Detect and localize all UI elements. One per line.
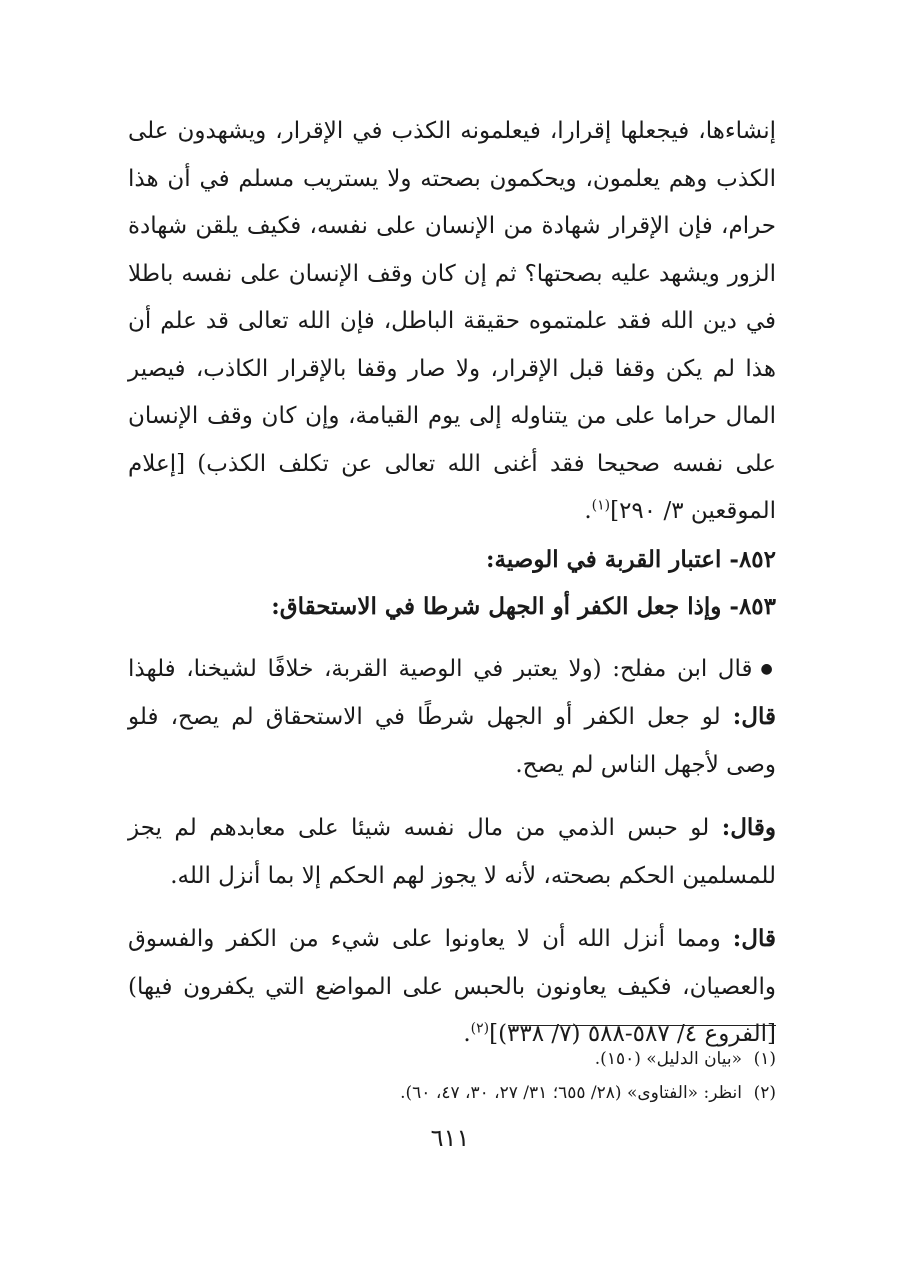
qal-label: قال:	[732, 925, 777, 953]
main-text	[128, 108, 776, 1059]
paragraph-dhimmi: وقال: لو حبس الذمي من مال نفسه شيئا على معابدهم لم يجز للمسلمين الحكم بصحته، لأنه لا يجوز لهم الحكم إلا بما أنزل الله.	[128, 814, 777, 889]
heading-853: ٨٥٣- وإذا جعل الكفر أو الجهل شرطا في الاستحقاق:	[271, 593, 776, 620]
heading-852: ٨٥٢- اعتبار القربة في الوصية:	[486, 545, 776, 573]
paragraph-ilam: إنشاءها، فيجعلها إقرارا، فيعلمونه الكذب في الإقرار، ويشهدون على الكذب وهم يعلمون، ويحكمون بصحته ولا يستريب مسلم في أن هذا حرام، فإن الإقرار شهادة من الإنسان على نفسه، فكيف يلقن شهادة الزور ويشهد عليه بصحتها؟ ثم إن كان وقف الإنسان على نفسه باطلا في دين الله فقد علمتموه حقيقة الباطل، فإن الله تعالى قد علم أن هذا لم يكن وقفا قبل الإقرار، ولا صار وقفا بالإقرار الكاذب، فيصير المال حراما على من يتناوله إلى يوم القيامة، وإن كان وقف الإنسان على نفسه صحيحا فقد أغنى الله تعالى عن تكلف الكذب) [إعلام الموقعين ٣/ ٢٩٠]$^{(١)}$.	[128, 118, 776, 524]
footnote-ref-2[interactable]: (٢)	[470, 1020, 490, 1037]
footnote-number: (١)	[753, 1049, 776, 1069]
paragraph-ilam-text: إنشاءها، فيجعلها إقرارا، فيعلمونه الكذب في الإقرار، ويشهدون على الكذب وهم يعلمون، ويحكمون بصحته ولا يستريب مسلم في أن هذا حرام، فإن الإقرار شهادة من الإنسان على نفسه، فكيف يلقن شهادة الزور ويشهد عليه بصحتها؟ ثم إن كان وقف الإنسان على نفسه باطلا في دين الله فقد علمتموه حقيقة الباطل، فإن الله تعالى قد علم أن هذا لم يكن وقفا قبل الإقرار، ولا صار وقفا بالإقرار الكاذب، فيصير المال حراما على من يتناوله إلى يوم القيامة، وإن كان وقف الإنسان على نفسه صحيحا فقد أغنى الله تعالى عن تكلف الكذب) [إعلام الموقعين ٣/ ٢٩٠]	[128, 118, 776, 524]
footnote-ref-1[interactable]: (١)	[591, 497, 611, 514]
paragraph-kufr: قال: ومما أنزل الله أن لا يعاونوا على شيء من الكفر والفسوق والعصيان، فكيف يعاونون بالحبس على المواضع التي يكفرون فيها) [الفروع ٤/ ٥٨٧-٥٨٨ (٧/ ٣٣٨)]$^{(٢)}$.	[128, 925, 777, 1048]
footnote-item	[128, 1042, 776, 1076]
paragraph-ibn-muflih: ●قال ابن مفلح: (ولا يعتبر في الوصية القربة، خلافًا لشيخنا، فلهذا قال: لو جعل الكفر أو الجهل شرطًا في الاستحقاق لم يصح، فلو وصى لأجهل الناس لم يصح.	[128, 655, 777, 778]
footnote-text: «بيان الدليل» (١٥٠).	[594, 1049, 742, 1069]
wa-qal-label: وقال:	[721, 814, 777, 842]
footnote-item	[128, 1076, 776, 1110]
footnotes	[128, 1042, 776, 1110]
bullet-icon: ●	[760, 660, 777, 677]
qal-label: قال:	[732, 703, 777, 731]
footnote-text: انظر: «الفتاوى» (٢٨/ ٦٥٥؛ ٣١/ ٢٧، ٣٠، ٤٧، ٦٠).	[400, 1083, 742, 1103]
footnote-divider	[508, 1025, 776, 1026]
page-number: ٦١١	[430, 1124, 470, 1152]
footnote-number: (٢)	[753, 1083, 776, 1103]
